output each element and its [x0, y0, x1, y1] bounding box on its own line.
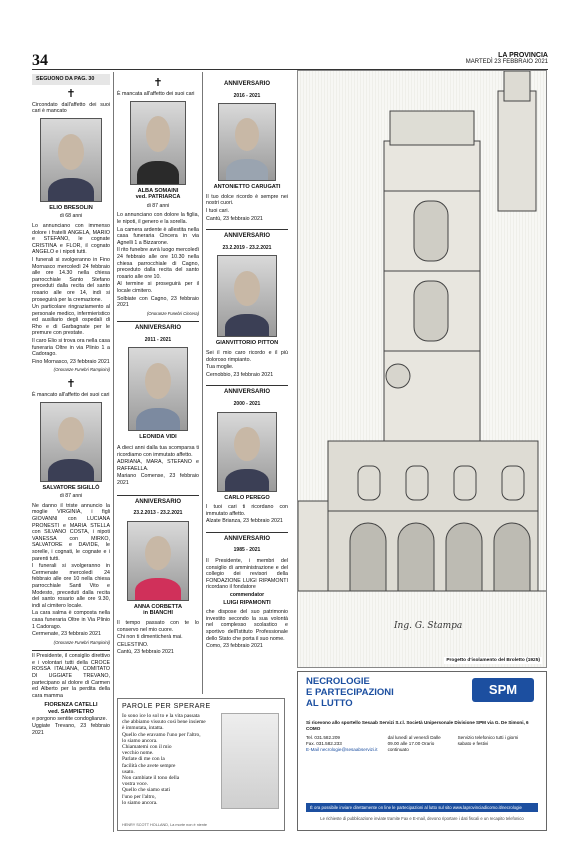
poem-line: Quello che eravamo l'uno per l'altro, — [122, 731, 201, 738]
necro-contact-info — [306, 720, 538, 753]
intro-text: È mancata all'affetto dei suoi cari — [117, 91, 195, 97]
obit-paragraph: La cara salma è composta nella casa funeraria Oltre in Via Plinio 1 Cadorago. — [32, 610, 110, 630]
poem-line: Quello che siamo stati — [122, 787, 171, 794]
obit-paragraph: La camera ardente è allestita nella casa funeraria Cincera in via Agnelli 1 a Bizzarone. — [117, 226, 199, 246]
obit-paragraph: Como, 23 febbraio 2021 — [206, 643, 263, 650]
obit-paragraph: Cermenate, 23 febbraio 2021 — [32, 631, 101, 638]
deceased-age: di 87 anni — [146, 202, 170, 209]
obit-paragraph: Sei il mio caro ricordo e il più doloroso rimpianto. — [206, 349, 288, 363]
column-1 — [32, 74, 110, 737]
funeral-home: (Onoranze Funebri Cincera) — [146, 310, 199, 316]
necro-title — [306, 676, 394, 709]
poem-line: Non cambiate il tono della — [122, 775, 180, 782]
column-2 — [117, 74, 199, 657]
deceased-name: ELIO BRESOLIN — [49, 204, 93, 211]
column-divider — [202, 72, 203, 694]
deceased-role: commendator — [229, 592, 265, 599]
poem-line: lo siamo ancora. — [122, 799, 158, 806]
phone-number: Tel. 031.582.209 — [306, 735, 340, 740]
poem-line: Parlate di me con la — [122, 756, 165, 763]
illustration-caption: Progetto d'isolamento del Broletto (1925) — [446, 658, 540, 663]
obit-paragraph: Cantù, 23 febbraio 2021 — [206, 215, 263, 222]
anniversary-dates: 23.2.2019 - 23.2.2021 — [222, 244, 272, 251]
anniversary-title: ANNIVERSARIO — [206, 229, 288, 240]
necrologie-info-box — [297, 671, 547, 831]
funeral-home: (Onoranze Funebri Rampinini) — [53, 639, 110, 645]
obit-paragraph: Ne danno il triste annuncio la moglie VIRGINIA, i figli GIOVANNI con LUCIANA PRONESTI e MARIA STELLA con SILVANO COSTA, i nipoti VANESSA con MIRKO, SALVATORE e DAVIDE, le sorelle, i cognati, le cognate e i parenti tutti. — [32, 502, 110, 562]
obit-paragraph: I funerali si svolgeranno in Cermenate mercoledì 24 febbraio alle ore 10 nella chiesa parrocchiale Santi Vito e Modesto, preceduti dalla recita del santo rosario alle ore 9.30, indi al cimitero locale. — [32, 563, 110, 609]
deceased-age: di 87 anni — [59, 493, 83, 500]
obit-paragraph: Alzate Brianza, 23 febbraio 2021 — [206, 518, 283, 525]
cross-icon: ✝ — [66, 378, 76, 391]
portrait-photo — [40, 402, 102, 482]
obit-paragraph: ADRIANA, MARA, STEFANO e RAFFAELLA. — [117, 459, 199, 472]
deceased-name: ANTONIETTO CARUGATI — [213, 184, 281, 191]
anniversary-title: ANNIVERSARIO — [206, 532, 288, 543]
obit-paragraph: Il Presidente, i membri del consiglio di amministrazione e del collegio dei revisori della FONDAZIONE LUIGI RIPAMONTI ricordano il fondatore — [206, 558, 288, 591]
deceased-name: ALBA SOMAINI — [137, 187, 179, 194]
obit-paragraph: Mariano Comense, 23 febbraio 2021 — [117, 473, 199, 487]
necro-footnote: Le richieste di pubblicazione inviate tramite Fax e E-mail, devono riportare i dati fiscali e un recapito telefonico — [320, 816, 524, 821]
continued-label: SEGUONO DA PAG. 30 — [32, 74, 110, 85]
anniversary-title: ANNIVERSARIO — [223, 81, 270, 87]
obit-paragraph: Chi non ti dimenticherà mai. — [117, 634, 183, 641]
office-hours: dal lunedì al venerdì Dalle 09.00 alle 17.00 Orario continuato — [387, 735, 441, 752]
obit-paragraph: Fino Mornasco, 23 febbraio 2021 — [32, 358, 110, 365]
email-address[interactable]: E-Mail necrologie@sesaabservizi.it — [306, 747, 378, 752]
poem-line: Io sono ice lo sol to e la vita passata — [122, 713, 200, 719]
poem-line: Chiamatemi con il mio — [122, 744, 172, 751]
phone-service: Servizio telefonico tutti i giorni sabato e festivi — [457, 735, 519, 746]
cross-icon: ✝ — [153, 77, 163, 89]
poem-line: lo siamo ancora. — [122, 737, 158, 744]
obit-paragraph: I funerali si svolgeranno in Fino Mornasco mercoledì 24 febbraio alle ore 14.30 nella chiesa parrocchiale Santo Stefano preceduti dalla recita del santo rosario alle ore 14, indi si proseguirà per la cremazione. — [32, 256, 110, 303]
anniversary-dates: 1985 - 2021 — [233, 547, 261, 554]
deceased-sub: ved. PATRIARCA — [135, 194, 181, 201]
deceased-name: SALVATORE SIGILLÒ — [42, 484, 100, 491]
deceased-age: di 68 anni — [59, 213, 83, 220]
portrait-photo — [218, 103, 276, 181]
necro-title-line: NECROLOGIE — [306, 676, 370, 687]
obit-paragraph: CELESTINO. — [117, 641, 149, 648]
poem-author: HENRY SCOTT HOLLAND, La morte non è niente — [122, 823, 208, 827]
angel-statue-image — [221, 713, 279, 809]
column-divider — [113, 72, 114, 832]
obit-place: Uggiate Trevano, 23 febbraio 2021 — [32, 723, 110, 736]
paper-name: LA PROVINCIA — [498, 52, 548, 59]
obit-paragraph: Cantù, 23 febbraio 2021 — [117, 649, 174, 656]
poem-line: vecchio nome. — [122, 750, 154, 757]
deceased-sub: in BIANCHI — [143, 610, 173, 617]
office-address: Si ricevono allo sportello Sesaab Servizi S.r.l. Società Unipersonale Divisione SPM via G. De Simoni, 6 COMO — [306, 720, 529, 731]
poem-line: è immutata, intatta. — [122, 725, 164, 732]
necro-title-line: AL LUTTO — [306, 698, 353, 709]
column-3 — [206, 76, 288, 651]
obit-paragraph: I tuoi cari ti ricordano con immutato affetto. — [206, 504, 288, 517]
funeral-home: (Onoranze Funebri Rampinini) — [53, 367, 110, 373]
portrait-photo — [40, 118, 102, 202]
obit-paragraph: Al termine si proseguirà per il locale cimitero. — [117, 281, 199, 294]
portrait-photo — [130, 101, 186, 185]
architect-signature: Ing. G. Stampa — [394, 621, 463, 631]
obit-paragraph: Il tempo passato con te lo conservo nel mio cuore. — [117, 620, 199, 633]
obit-paragraph: Lo annunciano con dolore la figlia, le nipoti, il genero e la sorella. — [117, 212, 199, 225]
portrait-photo — [128, 347, 188, 431]
spm-logo: SPM — [472, 678, 534, 702]
obit-paragraph: che dispose del suo patrimonio investito secondo la sua volontà nel complesso scolastico e sportivo dell'Istituto Professionale dello Stato che porta il suo nome. — [206, 609, 288, 642]
obit-paragraph: Un particolare ringraziamento al personale medico, infermieristico ed ausiliario degli ospedali di Rho e di Garbagnate per le premure con prestate. — [32, 304, 110, 337]
fax-number: Fax. 031.582.233 — [306, 741, 342, 746]
obit-paragraph: Il rito funebre avrà luogo mercoledì 24 febbraio alle ore 10.30 nella chiesa parrocchiale di Cagno, preceduto dalla recita del santo rosario alle ore 10. — [117, 247, 199, 280]
obit-paragraph: I tuoi cari. — [206, 207, 229, 214]
portrait-photo — [217, 255, 277, 337]
obit-paragraph: Cernobbio, 23 febbraio 2021 — [206, 371, 274, 378]
deceased-name: FIORENZA CATELLI — [44, 702, 98, 709]
anniversary-title: ANNIVERSARIO — [117, 321, 199, 332]
poem-line: che abbiamo vissuto così bene insieme — [122, 719, 206, 726]
obit-paragraph: e porgono sentite condoglianze. — [32, 715, 108, 722]
deceased-sub: ved. SAMPIETRO — [47, 709, 94, 716]
deceased-name: GIANVITTORIO PITTON — [215, 340, 279, 347]
online-submission-bar[interactable]: È ora possibile inviare direttamente on line le partecipazioni al lutto sul sito www.laprovinciadicomo.it/necrologie — [306, 803, 538, 812]
intro-text: Circondato dall'affetto dei suoi cari è mancato — [32, 101, 110, 115]
poem-text — [122, 713, 220, 806]
anniversary-dates: 2000 - 2021 — [233, 400, 261, 407]
portrait-photo — [127, 521, 189, 601]
cross-icon: ✝ — [66, 87, 76, 100]
anniversary-dates: 2011 - 2021 — [144, 336, 172, 343]
newspaper-masthead — [466, 52, 548, 66]
portrait-photo — [217, 412, 277, 492]
parole-title: PAROLE PER SPERARE — [122, 703, 211, 710]
obit-paragraph: Tua moglie. — [206, 364, 234, 371]
poem-line: usato. — [122, 768, 135, 775]
poem-line: l'uno per l'altro, — [122, 793, 156, 800]
obit-paragraph: Il Presidente, il consiglio direttivo e i volontari tutti della CROCE ROSSA ITALIANA, COMITATO DI UGGIATE TREVANO, partecipano al dolore di Carmen ed Alberto per la perdita della cara mamma — [32, 650, 110, 699]
anniversary-title: ANNIVERSARIO — [206, 385, 288, 396]
obit-paragraph: Il tuo dolce ricordo è sempre nei nostri cuori. — [206, 193, 288, 207]
deceased-name: LUIGI RIPAMONTI — [223, 599, 271, 606]
anniversary-title: ANNIVERSARIO — [117, 495, 199, 506]
broletto-illustration — [297, 70, 547, 668]
deceased-name: LEONIDA VIDI — [139, 434, 177, 441]
obit-paragraph: Lo annunciano con immenso dolore i fratelli ANGELA, MARIO e STEFANO, le cognate CRISTINA e FLOR, il cognato ANGELO e i nipoti tutti. — [32, 222, 110, 256]
anniversary-dates: 2016 - 2021 — [233, 92, 261, 99]
parole-per-sperare-box — [117, 698, 285, 831]
issue-date: MARTEDÌ 23 FEBBRAIO 2021 — [465, 59, 548, 65]
deceased-name: CARLO PEREGO — [224, 494, 270, 501]
page-number: 34 — [32, 52, 48, 69]
necro-title-line: E PARTECIPAZIONI — [306, 687, 394, 698]
obit-paragraph: Solbiate con Cagno, 23 febbraio 2021 — [117, 295, 199, 309]
deceased-name: ANNA CORBETTA — [133, 603, 183, 610]
tower-drawing — [298, 71, 547, 668]
poem-line: vostra voce. — [122, 781, 149, 788]
obit-paragraph: Il caro Elio si trova ora nella casa funeraria Oltre in via Plinio 1 a Cadorago. — [32, 338, 110, 358]
obit-paragraph: A dieci anni dalla tua scomparsa ti ricordiamo con immutato affetto. — [117, 445, 199, 458]
intro-text: È mancato all'affetto dei suoi cari — [32, 392, 110, 399]
anniversary-dates: 23.2.2013 - 23.2.2021 — [133, 510, 183, 517]
poem-line: facilità che avete sempre — [122, 762, 176, 769]
